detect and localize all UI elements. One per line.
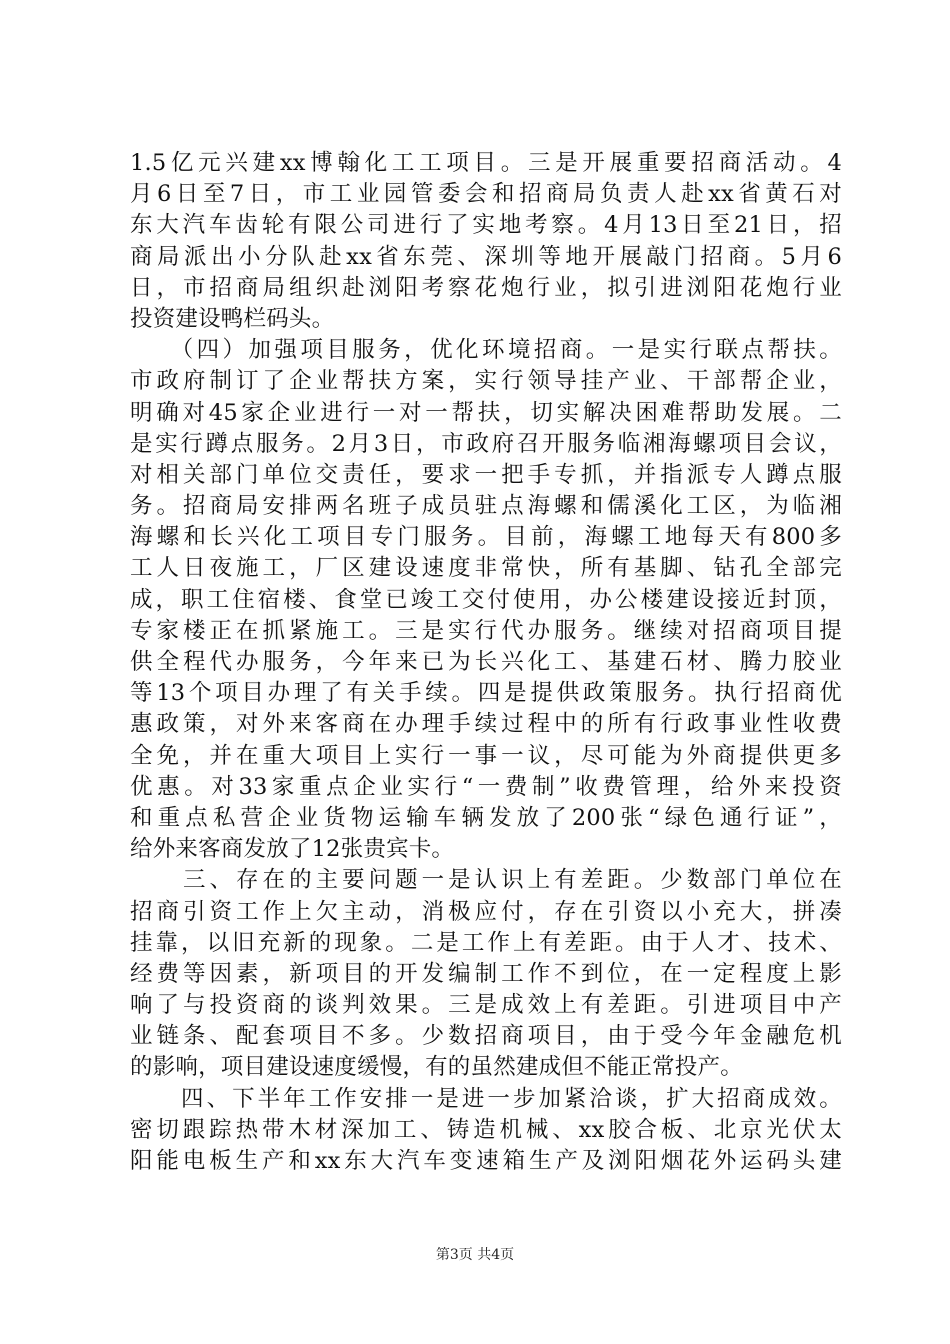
text-line: 海螺和长兴化工项目专门服务。目前，海螺工地每天有800多 — [130, 524, 842, 551]
text-line: 商局派出小分队赴xx省东莞、深圳等地开展敲门招商。5月6 — [130, 243, 842, 270]
text-line: 供全程代办服务，今年来已为长兴化工、基建石材、腾力胶业 — [130, 649, 842, 675]
text-line: 阳能电板生产和xx东大汽车变速箱生产及浏阳烟花外运码头建 — [130, 1148, 842, 1174]
text-line: 和重点私营企业货物运输车辆发放了200张“绿色通行证”， — [130, 804, 842, 831]
text-line: 月6日至7日，市工业园管委会和招商局负责人赴xx省黄石对 — [130, 181, 842, 208]
text-line: 四、下半年工作安排一是进一步加紧洽谈，扩大招商成效。 — [130, 1085, 842, 1112]
text-line: 给外来客商发放了12张贵宾卡。 — [130, 836, 455, 863]
text-line: 密切跟踪热带木材深加工、铸造机械、xx胶合板、北京光伏太 — [130, 1116, 842, 1143]
text-line: 挂靠，以旧充新的现象。二是工作上有差距。由于人才、技术、 — [130, 929, 842, 956]
page-number: 第3页 共4页 — [435, 1247, 515, 1263]
text-line: 投资建设鸭栏码头。 — [130, 305, 335, 332]
text-line: 对相关部门单位交责任，要求一把手专抓，并指派专人蹲点服 — [130, 461, 842, 488]
text-line: 惠政策，对外来客商在办理手续过程中的所有行政事业性收费 — [130, 711, 842, 738]
text-line: 日，市招商局组织赴浏阳考察花炮行业，拟引进浏阳花炮行业 — [130, 274, 842, 301]
text-line: 响了与投资商的谈判效果。三是成效上有差距。引进项目中产 — [130, 992, 842, 1019]
text-line: 优惠。对33家重点企业实行“一费制”收费管理，给外来投资 — [130, 773, 842, 800]
text-line: 务。招商局安排两名班子成员驻点海螺和儒溪化工区，为临湘 — [130, 493, 842, 520]
text-line: 市政府制订了企业帮扶方案，实行领导挂产业、干部帮企业， — [130, 368, 842, 395]
text-line: 是实行蹲点服务。2月3日，市政府召开服务临湘海螺项目会议， — [130, 430, 842, 457]
text-line: 明确对45家企业进行一对一帮扶，切实解决困难帮助发展。二 — [130, 399, 842, 426]
text-line: 的影响，项目建设速度缓慢，有的虽然建成但不能正常投产。 — [130, 1054, 743, 1081]
text-line: 经费等因素，新项目的开发编制工作不到位，在一定程度上影 — [130, 960, 842, 987]
text-line: 成，职工住宿楼、食堂已竣工交付使用，办公楼建设接近封顶， — [130, 586, 842, 613]
text-line: 专家楼正在抓紧施工。三是实行代办服务。继续对招商项目提 — [130, 617, 842, 644]
text-line: 全免，并在重大项目上实行一事一议，尽可能为外商提供更多 — [130, 742, 842, 769]
text-line: 等13个项目办理了有关手续。四是提供政策服务。执行招商优 — [130, 680, 842, 707]
text-line: （四）加强项目服务，优化环境招商。一是实行联点帮扶。 — [130, 337, 842, 364]
text-line: 三、存在的主要问题一是认识上有差距。少数部门单位在 — [130, 867, 842, 894]
document-body — [130, 148, 842, 1177]
text-line: 1.5亿元兴建xx博翰化工工项目。三是开展重要招商活动。4 — [130, 150, 842, 176]
page-footer — [0, 1244, 950, 1264]
text-line: 东大汽车齿轮有限公司进行了实地考察。4月13日至21日，招 — [130, 212, 842, 239]
text-line: 招商引资工作上欠主动，消极应付，存在引资以小充大，拼凑 — [130, 898, 842, 925]
text-line: 业链条、配套项目不多。少数招商项目，由于受今年金融危机 — [130, 1023, 842, 1050]
text-line: 工人日夜施工，厂区建设速度非常快，所有基脚、钻孔全部完 — [130, 555, 842, 582]
